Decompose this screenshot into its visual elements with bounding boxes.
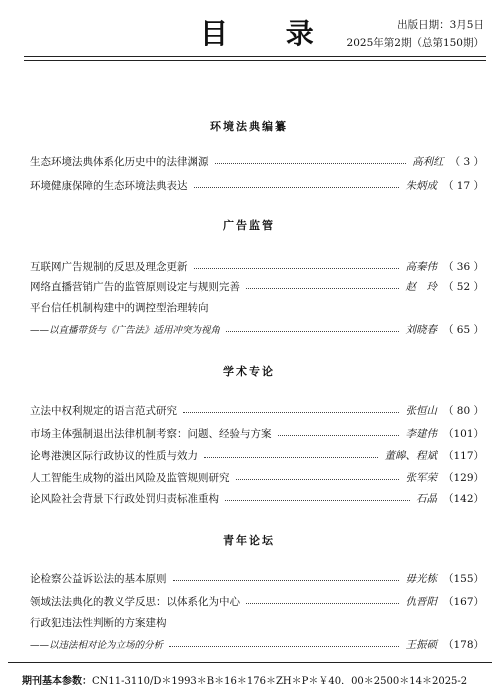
entry-page: （155） (442, 572, 484, 585)
entry-author: 张恒山 (405, 404, 437, 417)
publication-date: 出版日期：3月5日 (397, 19, 484, 31)
entry-author: 刘晓春 (405, 323, 437, 336)
dot-leader (225, 499, 410, 501)
entry-page: （ 65 ） (442, 323, 484, 336)
section-title: 青年论坛 (223, 534, 275, 547)
dot-leader (246, 602, 399, 604)
toc-entry-title-line[interactable] (30, 614, 484, 630)
entry-page: （142） (442, 492, 484, 505)
issue-number: 2025年第2期（总第150期） (346, 37, 484, 49)
entry-title: 论风险社会背景下行政处罚归责标准重构 (30, 492, 219, 505)
dot-leader (215, 162, 407, 164)
entry-author: 李建伟 (405, 427, 437, 440)
dot-leader (194, 186, 400, 188)
entry-title: 生态环境法典体系化历史中的法律渊源 (30, 155, 209, 168)
entry-author: 石晶 (415, 492, 437, 505)
footer-rule (8, 662, 492, 663)
entry-title: 论粤港澳区际行政协议的性质与效力 (30, 449, 198, 462)
entry-author: 张军荣 (405, 471, 437, 484)
toc-entry[interactable] (30, 469, 484, 485)
entry-page: （ 36 ） (442, 260, 484, 273)
header-rule-top (24, 56, 486, 57)
entry-author: 仇晋阳 (405, 595, 437, 608)
entry-author: 高秦伟 (405, 260, 437, 273)
entry-title: 行政犯违法性判断的方案建构 (30, 616, 167, 629)
journal-parameters (22, 672, 467, 687)
toc-entry[interactable] (30, 570, 484, 586)
toc-entry[interactable] (30, 447, 484, 463)
entry-title: 论检察公益诉讼法的基本原则 (30, 572, 167, 585)
dot-leader (246, 287, 399, 289)
entry-page: （ 3 ） (449, 155, 484, 168)
dot-leader (226, 330, 399, 332)
toc-entry[interactable] (30, 177, 484, 193)
entry-subtitle: ——以直播带货与《广告法》适用冲突为视角 (30, 325, 221, 336)
section-title: 环境法典编纂 (210, 120, 288, 133)
entry-page: （ 80 ） (442, 404, 484, 417)
entry-author: 毋光栋 (405, 572, 437, 585)
entry-title: 网络直播营销广告的监管原则设定与规则完善 (30, 280, 240, 293)
toc-entry[interactable] (30, 258, 484, 274)
entry-subtitle: ——以违法相对论为立场的分析 (30, 640, 164, 651)
entry-page: （178） (442, 638, 484, 651)
dot-leader (194, 267, 400, 269)
entry-title: 市场主体强制退出法律机制考察：问题、经验与方案 (30, 427, 272, 440)
entry-page: （117） (442, 449, 484, 462)
entry-page: （167） (442, 595, 484, 608)
dot-leader (278, 434, 400, 436)
entry-title: 平台信任机制构建中的调控型治理转向 (30, 301, 209, 314)
entry-author: 朱炳成 (405, 179, 437, 192)
entry-page: （129） (442, 471, 484, 484)
section-title: 学术专论 (223, 365, 275, 378)
dot-leader (169, 645, 399, 647)
entry-page: （ 17 ） (442, 179, 484, 192)
dot-leader (236, 478, 400, 480)
entry-title: 立法中权利规定的语言范式研究 (30, 404, 177, 417)
toc-entry[interactable] (30, 425, 484, 441)
page-title: 目 录 (200, 17, 338, 50)
toc-entry[interactable] (30, 278, 484, 294)
issue-info (347, 16, 484, 52)
dot-leader (204, 456, 378, 458)
toc-entry-subtitle-line[interactable] (30, 636, 484, 652)
entry-page: （101） (442, 427, 484, 440)
header-rule-bottom (24, 60, 486, 61)
toc-entry-subtitle-line[interactable] (30, 321, 484, 337)
toc-entry[interactable] (30, 490, 484, 506)
dot-leader (183, 411, 399, 413)
entry-author: 王振硕 (405, 638, 437, 651)
entry-author: 高利红 (412, 155, 444, 168)
section-title: 广告监管 (223, 219, 275, 232)
entry-title: 领域法法典化的教义学反思：以体系化为中心 (30, 595, 240, 608)
entry-author: 董皞、程斌 (384, 449, 437, 462)
footer-value: CN11-3110/D＊1993＊B＊16＊176＊ZH＊P＊￥40．00＊2500＊14＊2025-2 (92, 676, 468, 687)
toc-entry[interactable] (30, 402, 484, 418)
toc-entry[interactable] (30, 153, 484, 169)
entry-title: 环境健康保障的生态环境法典表达 (30, 179, 188, 192)
toc-entry[interactable] (30, 593, 484, 609)
entry-title: 人工智能生成物的溢出风险及监管规则研究 (30, 471, 230, 484)
dot-leader (173, 579, 400, 581)
footer-label: 期刊基本参数： (22, 676, 92, 687)
entry-author: 赵 玲 (405, 280, 437, 293)
entry-title: 互联网广告规制的反思及理念更新 (30, 260, 188, 273)
toc-entry-title-line[interactable] (30, 299, 484, 315)
entry-page: （ 52 ） (442, 280, 484, 293)
